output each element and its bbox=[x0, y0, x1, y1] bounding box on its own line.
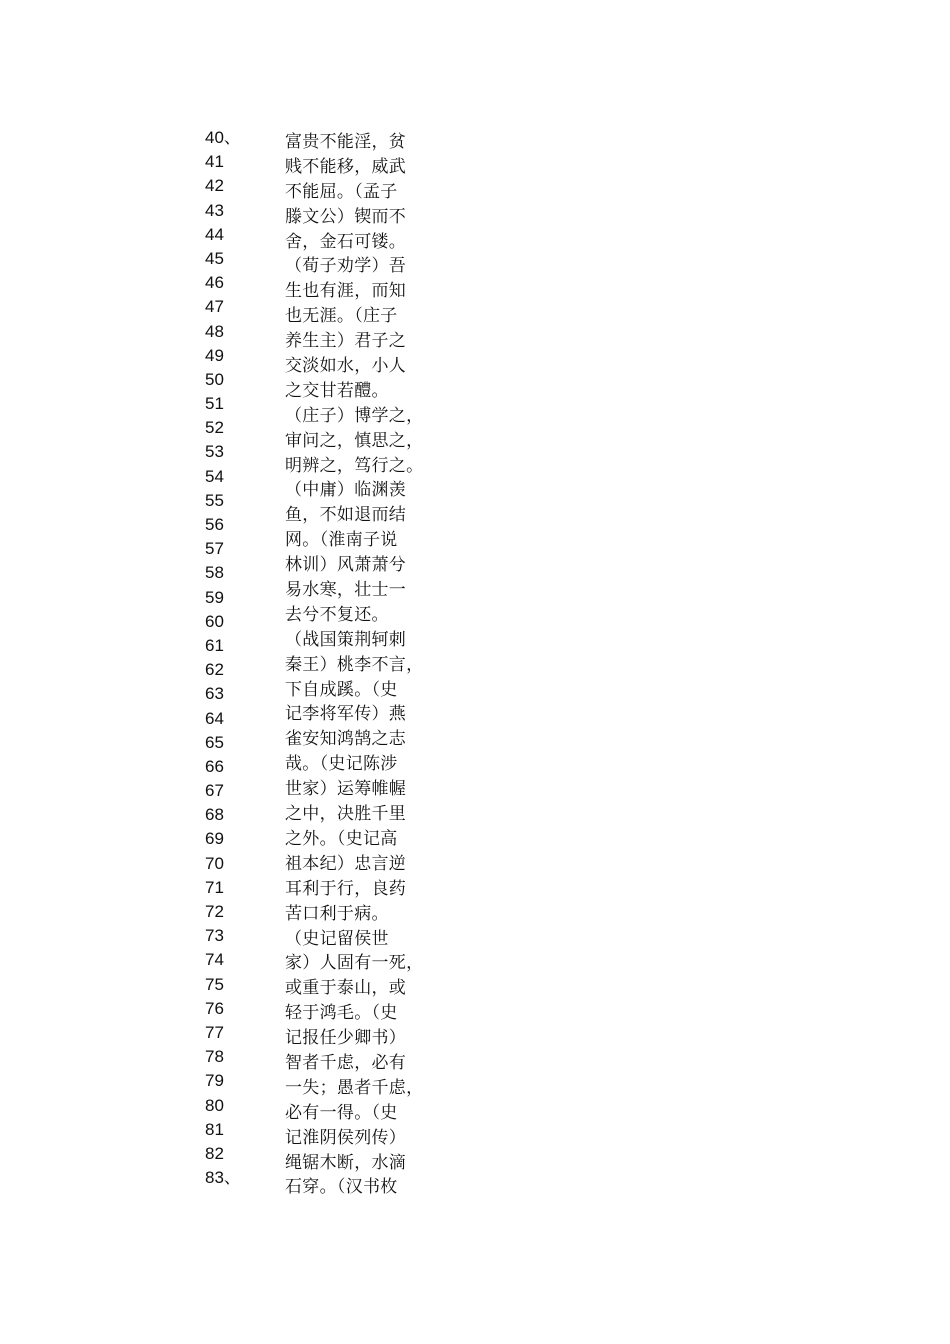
item-number: 61 bbox=[205, 635, 224, 655]
item-number: 44 bbox=[205, 224, 224, 244]
item-number: 40、 bbox=[205, 128, 241, 147]
item-number: 64 bbox=[205, 708, 224, 728]
item-number: 54 bbox=[205, 466, 224, 486]
item-number: 72 bbox=[205, 902, 224, 921]
text-line: 审问之，慎思之， bbox=[285, 430, 424, 451]
text-line: 易水寒，壮士一 bbox=[285, 580, 407, 601]
text-line: 下自成蹊。（史 bbox=[285, 679, 398, 700]
number-column bbox=[205, 126, 265, 1190]
item-number: 81 bbox=[205, 1119, 224, 1139]
item-number: 51 bbox=[205, 394, 224, 414]
item-number: 67 bbox=[205, 781, 224, 801]
item-number: 62 bbox=[205, 660, 224, 680]
item-number: 59 bbox=[205, 587, 224, 607]
item-number: 83、 bbox=[205, 1168, 241, 1188]
text-column bbox=[285, 130, 450, 1200]
text-line: 舍，金石可镂。 bbox=[285, 231, 407, 252]
text-line: 明辨之，笃行之。 bbox=[285, 455, 424, 476]
text-line: （荀子劝学）吾 bbox=[285, 256, 407, 277]
text-line: （庄子）博学之， bbox=[285, 405, 424, 426]
item-number: 55 bbox=[205, 490, 224, 510]
text-line: 记报任少卿书） bbox=[285, 1028, 407, 1049]
item-number: 58 bbox=[205, 563, 224, 583]
text-line: 苦口利于病。 bbox=[285, 903, 389, 924]
text-line: 滕文公）锲而不 bbox=[285, 206, 407, 227]
text-line: 之外。（史记高 bbox=[285, 828, 398, 849]
item-number: 68 bbox=[205, 805, 224, 825]
text-line: 之交甘若醴。 bbox=[285, 380, 389, 401]
text-line: 不能屈。（孟子 bbox=[285, 181, 398, 202]
item-number: 43 bbox=[205, 200, 224, 220]
item-number: 56 bbox=[205, 515, 224, 534]
item-number: 71 bbox=[205, 877, 224, 897]
text-line: 必有一得。（史 bbox=[285, 1102, 398, 1123]
text-line: （史记留侯世 bbox=[285, 928, 389, 949]
text-line: 耳利于行，良药 bbox=[285, 878, 407, 899]
text-line: 或重于泰山，或 bbox=[285, 978, 407, 999]
item-number: 75 bbox=[205, 974, 224, 994]
text-line: 绳锯木断，水滴 bbox=[285, 1152, 407, 1173]
text-line: 林训）风萧萧兮 bbox=[285, 555, 407, 576]
item-number: 47 bbox=[205, 297, 224, 317]
item-number: 45 bbox=[205, 248, 224, 268]
item-number: 80 bbox=[205, 1095, 224, 1115]
item-number: 73 bbox=[205, 926, 224, 946]
item-number: 48 bbox=[205, 321, 224, 341]
text-line: 祖本纪）忠言逆 bbox=[285, 853, 407, 874]
text-line: 交淡如水，小人 bbox=[285, 356, 407, 377]
item-number: 70 bbox=[205, 853, 224, 873]
text-line: 哉。（史记陈涉 bbox=[285, 754, 398, 775]
item-number: 79 bbox=[205, 1071, 224, 1091]
item-number: 65 bbox=[205, 732, 224, 752]
item-number: 82 bbox=[205, 1143, 224, 1163]
text-line: 石穿。（汉书枚 bbox=[285, 1177, 398, 1198]
text-line: 鱼，不如退而结 bbox=[285, 505, 407, 526]
text-line: 贱不能移，威武 bbox=[285, 156, 407, 177]
item-number: 57 bbox=[205, 539, 224, 559]
item-number: 52 bbox=[205, 418, 224, 438]
text-line: 富贵不能淫，贫 bbox=[285, 132, 407, 152]
text-line: （战国策荆轲刺 bbox=[285, 629, 407, 650]
item-number: 69 bbox=[205, 829, 224, 849]
text-line: 生也有涯，而知 bbox=[285, 281, 407, 302]
text-line: 智者千虑，必有 bbox=[285, 1052, 407, 1073]
item-number: 41 bbox=[205, 152, 224, 172]
item-number: 53 bbox=[205, 442, 224, 462]
item-number: 46 bbox=[205, 273, 224, 293]
item-number: 63 bbox=[205, 684, 224, 704]
item-number: 50 bbox=[205, 369, 224, 389]
text-line: 网。（淮南子说 bbox=[285, 530, 398, 551]
item-number: 77 bbox=[205, 1022, 224, 1042]
item-number: 74 bbox=[205, 950, 224, 970]
text-line: 记李将军传）燕 bbox=[285, 704, 407, 725]
item-number: 66 bbox=[205, 756, 224, 776]
item-number: 78 bbox=[205, 1047, 224, 1067]
text-line: 去兮不复还。 bbox=[285, 604, 389, 625]
item-number: 49 bbox=[205, 345, 224, 365]
text-line: 也无涯。（庄子 bbox=[285, 306, 398, 327]
text-line: 雀安知鸿鹄之志 bbox=[285, 729, 407, 750]
text-line: 一失；愚者千虑， bbox=[285, 1077, 424, 1098]
text-line: 世家）运筹帷幄 bbox=[285, 779, 407, 800]
text-line: 记淮阴侯列传） bbox=[285, 1127, 407, 1148]
item-number: 76 bbox=[205, 998, 224, 1018]
item-number: 60 bbox=[205, 611, 224, 631]
item-number: 42 bbox=[205, 176, 224, 196]
text-line: 轻于鸿毛。（史 bbox=[285, 1003, 398, 1024]
text-line: 秦王）桃李不言， bbox=[285, 654, 424, 675]
text-line: 养生主）君子之 bbox=[285, 331, 407, 352]
text-line: 之中，决胜千里 bbox=[285, 804, 407, 825]
text-line: （中庸）临渊羡 bbox=[285, 480, 407, 501]
text-line: 家）人固有一死， bbox=[285, 953, 424, 974]
